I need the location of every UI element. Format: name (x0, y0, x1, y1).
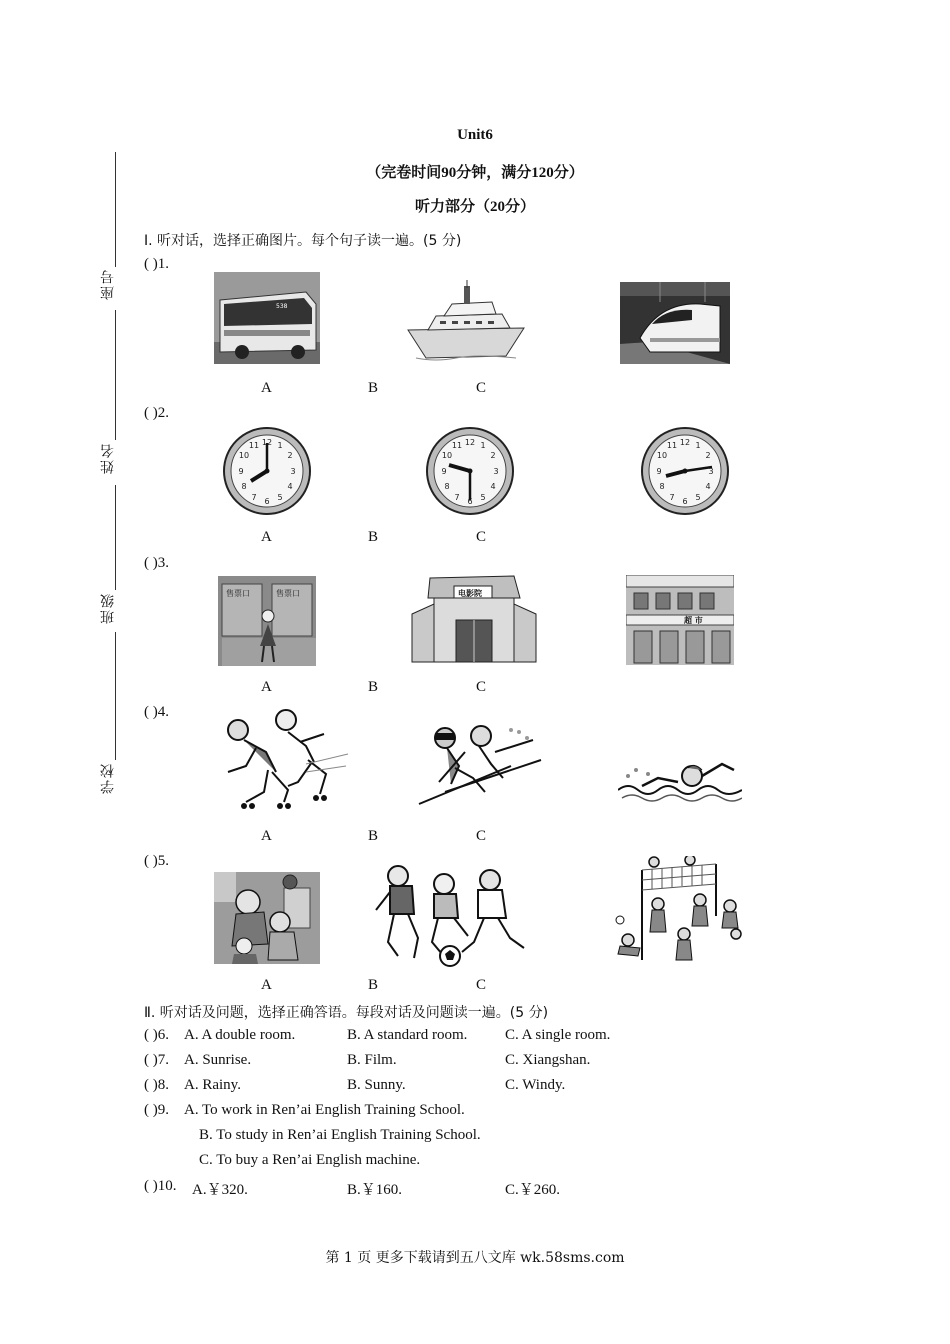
svg-text:6: 6 (467, 497, 473, 506)
question-7-option-b: B. Film. (347, 1052, 397, 1068)
svg-text:5: 5 (695, 493, 701, 502)
question-6-option-a: A. A double room. (184, 1027, 296, 1043)
time-note: （完卷时间90分钟，满分120分） (366, 165, 584, 181)
school-label: 学校 (100, 762, 116, 794)
option-letter-a: A (261, 679, 272, 695)
seat-label: 座号 (100, 268, 116, 300)
question-1-label: ( )1. (144, 256, 169, 272)
svg-text:6: 6 (682, 497, 688, 506)
clock-9-30 (425, 426, 515, 516)
clock-8-oclock (222, 426, 312, 516)
svg-text:10: 10 (441, 451, 453, 460)
svg-text:9: 9 (238, 467, 244, 476)
question-10-option-c: C.￥260. (505, 1182, 561, 1198)
question-2-label: ( )2. (144, 405, 169, 421)
svg-text:8: 8 (241, 482, 247, 491)
ticket-sign-right: 售票口 (276, 589, 300, 598)
svg-text:3: 3 (708, 467, 714, 476)
page-footer: 第 1 页 更多下载请到五八文库 wk.58sms.com (325, 1250, 625, 1266)
skiing-picture (415, 722, 545, 806)
option-letter-b: B (368, 529, 379, 545)
question-7-option-c: C. Xiangshan. (505, 1052, 591, 1068)
option-letter-c: C (476, 679, 487, 695)
question-9-option-b: B. To study in Ren’ai English Training School. (199, 1127, 481, 1143)
ship-picture (406, 278, 526, 366)
svg-text:4: 4 (490, 482, 496, 491)
question-7-option-a: A. Sunrise. (184, 1052, 252, 1068)
question-10-option-b: B.￥160. (347, 1182, 403, 1198)
question-10-option-a: A.￥320. (192, 1182, 248, 1198)
soccer-picture (374, 862, 530, 968)
volleyball-picture (612, 856, 744, 970)
option-letter-a: A (261, 977, 272, 993)
svg-text:9: 9 (656, 467, 662, 476)
question-10-label: ( )10. (144, 1178, 177, 1194)
option-letter-b: B (368, 977, 379, 993)
svg-text:8: 8 (444, 482, 450, 491)
name-label: 姓名 (100, 442, 116, 474)
supermarket-sign: 超 市 (684, 616, 703, 625)
ticket-sign-left: 售票口 (226, 589, 250, 598)
binding-line (115, 485, 116, 590)
question-6-label: ( )6. (144, 1027, 169, 1043)
binding-line (115, 310, 116, 440)
svg-text:2: 2 (287, 451, 293, 460)
svg-text:7: 7 (251, 493, 257, 502)
bus-number-text: 538 (276, 303, 288, 310)
svg-text:3: 3 (290, 467, 296, 476)
svg-text:7: 7 (454, 493, 460, 502)
question-6-option-c: C. A single room. (505, 1027, 611, 1043)
question-9-option-c: C. To buy a Ren’ai English machine. (199, 1152, 421, 1168)
option-letter-c: C (476, 828, 487, 844)
ticket-office-picture (218, 576, 316, 666)
svg-text:11: 11 (666, 441, 678, 450)
svg-text:5: 5 (277, 493, 283, 502)
class-label: 班级 (100, 592, 116, 624)
swimming-picture (618, 756, 742, 804)
bus-picture (214, 272, 320, 364)
svg-text:4: 4 (287, 482, 293, 491)
option-letter-b: B (368, 828, 379, 844)
svg-text:12: 12 (464, 438, 476, 447)
question-8-label: ( )8. (144, 1077, 169, 1093)
option-letter-b: B (368, 380, 379, 396)
option-letter-b: B (368, 679, 379, 695)
binding-line (115, 632, 116, 760)
svg-text:2: 2 (490, 451, 496, 460)
svg-text:4: 4 (705, 482, 711, 491)
svg-text:1: 1 (695, 441, 701, 450)
svg-text:1: 1 (277, 441, 283, 450)
svg-text:8: 8 (659, 482, 665, 491)
svg-text:7: 7 (669, 493, 675, 502)
option-letter-a: A (261, 529, 272, 545)
question-8-option-a: A. Rainy. (184, 1077, 241, 1093)
question-6-option-b: B. A standard room. (347, 1027, 468, 1043)
option-letter-a: A (261, 828, 272, 844)
option-letter-c: C (476, 977, 487, 993)
question-9-option-a: A. To work in Ren’ai English Training School. (184, 1102, 465, 1118)
question-5-label: ( )5. (144, 853, 169, 869)
svg-text:12: 12 (261, 438, 273, 447)
svg-text:5: 5 (480, 493, 486, 502)
skating-picture (216, 702, 350, 814)
part2-instruction: Ⅱ. 听对话及问题，选择正确答语。每段对话及问题读一遍。(5 分) (144, 1005, 549, 1021)
svg-text:3: 3 (493, 467, 499, 476)
svg-text:1: 1 (480, 441, 486, 450)
question-7-label: ( )7. (144, 1052, 169, 1068)
svg-text:9: 9 (441, 467, 447, 476)
question-9-label: ( )9. (144, 1102, 169, 1118)
question-3-label: ( )3. (144, 555, 169, 571)
svg-text:12: 12 (679, 438, 691, 447)
binding-line (115, 152, 116, 267)
option-letter-c: C (476, 380, 487, 396)
train-picture (620, 282, 730, 364)
svg-text:11: 11 (248, 441, 260, 450)
option-letter-c: C (476, 529, 487, 545)
basketball-picture (214, 872, 320, 964)
svg-text:10: 10 (656, 451, 668, 460)
option-letter-a: A (261, 380, 272, 396)
cinema-sign: 电影院 (458, 589, 482, 598)
question-8-option-c: C. Windy. (505, 1077, 566, 1093)
supermarket-picture (626, 575, 734, 665)
cinema-picture (410, 574, 538, 666)
section-listening: 听力部分（20分） (414, 199, 535, 215)
question-8-option-b: B. Sunny. (347, 1077, 406, 1093)
svg-text:6: 6 (264, 497, 270, 506)
question-4-label: ( )4. (144, 704, 169, 720)
svg-text:11: 11 (451, 441, 463, 450)
svg-text:10: 10 (238, 451, 250, 460)
clock-8-15 (640, 426, 730, 516)
svg-text:2: 2 (705, 451, 711, 460)
page-title: Unit6 (457, 127, 493, 143)
part1-instruction: Ⅰ. 听对话，选择正确图片。每个句子读一遍。(5 分) (144, 233, 462, 249)
